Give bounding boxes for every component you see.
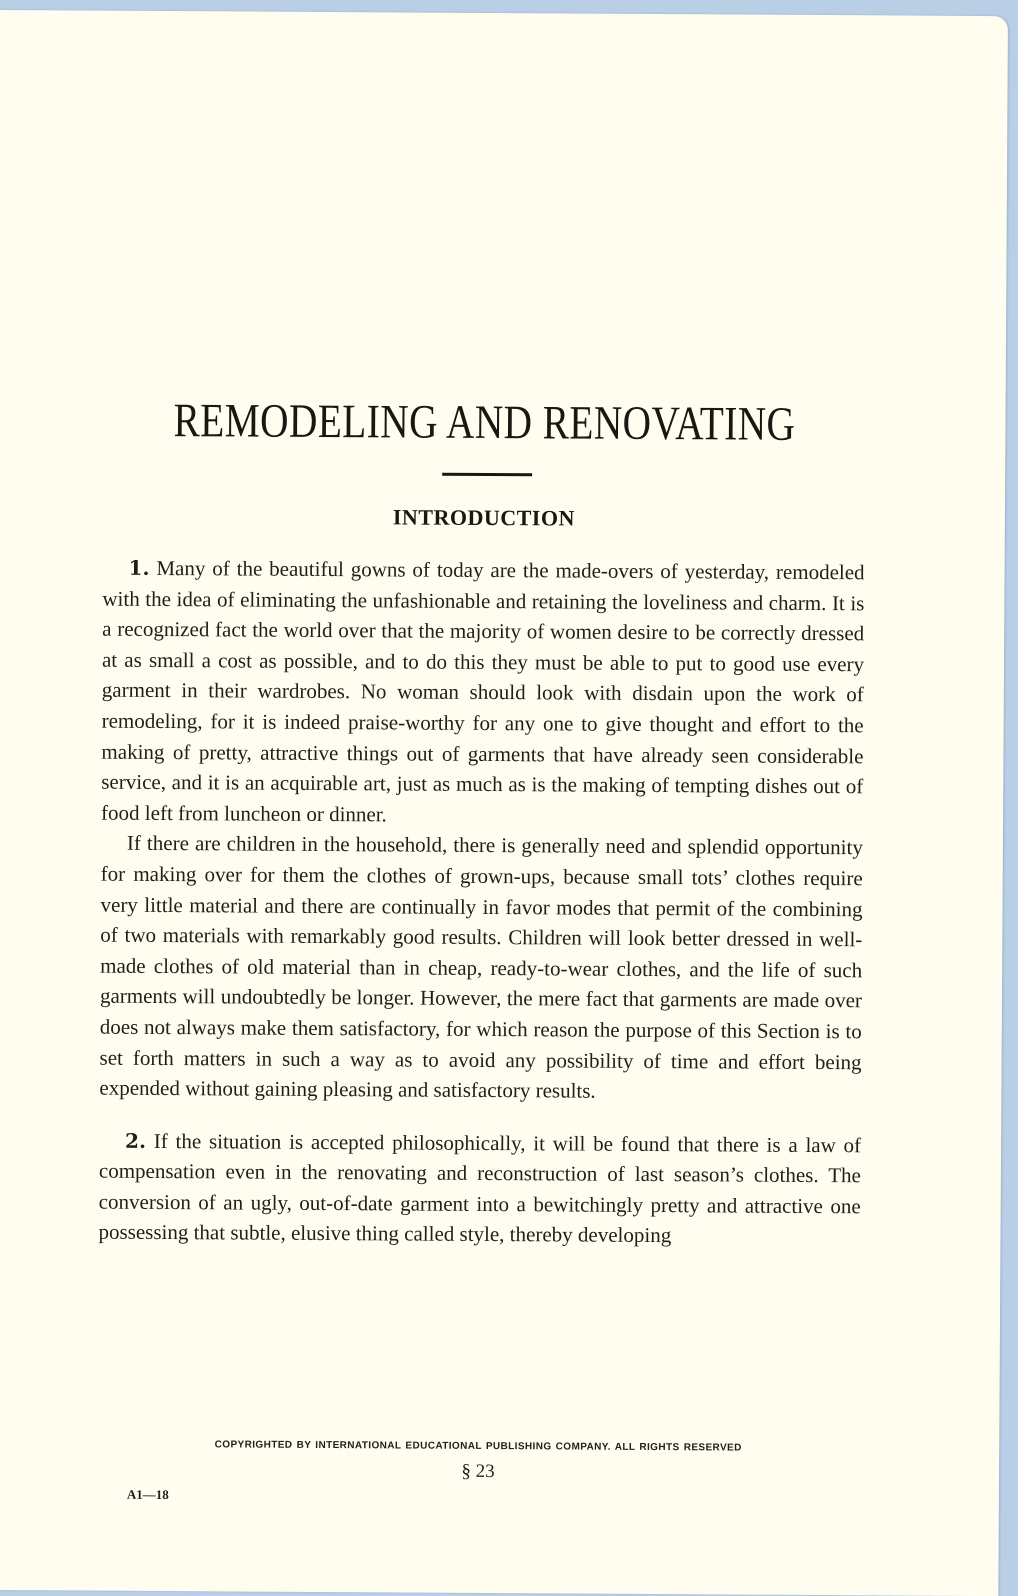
- paragraph-1-continued: [99, 828, 863, 1108]
- copyright-notice: COPYRIGHTED BY INTERNATIONAL EDUCATIONAL PUBLISHING COMPANY. ALL RIGHTS RESERVED: [214, 1439, 742, 1454]
- paragraph-number: 2.: [125, 1128, 147, 1153]
- document-title: REMODELING AND RENOVATING: [173, 394, 796, 451]
- body-text: [98, 553, 864, 1253]
- scanned-page: [0, 10, 1008, 1596]
- form-code: A1—18: [126, 1486, 169, 1503]
- page-content: [98, 11, 868, 1503]
- title-divider: [442, 473, 532, 477]
- section-heading: INTRODUCTION: [392, 504, 575, 531]
- paragraph-text: Many of the beautiful gowns of today are the made-overs of yesterday, remodeled with the idea of eliminating the unfashionable and retaining the loveliness and charm. It is a recognized fact the world over that the majority of women desire to be correctly dressed at as small a cost as possible, and to do this they must be able to put to good use every garment in their wardrobes. No woman should look with disdain upon the work of remodeling, for it is indeed praise-worthy for any one to give thought and effort to the making of pretty, attractive things out of garments that have already seen considerable service, and it is an acquirable art, just as much as is the making of tempting dishes out of food left from luncheon or dinner.: [101, 555, 865, 827]
- paragraph-number: 1.: [128, 555, 150, 580]
- paragraph-text: If the situation is accepted philosophically, it will be found that there is a law of compensation even in the renovating and reconstruction of last season’s clothes. The conversion of an ugly, out-of-date garment into a bewitchingly pretty and attractive one possessing that subtle, elusive thing called style, thereby developing: [98, 1128, 862, 1248]
- section-number: § 23: [461, 1460, 495, 1483]
- paragraph-1: [101, 553, 865, 833]
- paragraph-text: If there are children in the household, there is generally need and splendid opportunity for making over for them the clothes of grown-ups, because small tots’ clothes require very little material and there are continually in favor modes that permit of the combining of two materials with remarkably good results. Children will look better dressed in well-made clothes of old material than in cheap, ready-to-wear clothes, and the life of such garments will undoubtedly be longer. However, the mere fact that garments are made over does not always make them satisfactory, for which reason the purpose of this Section is to set forth matters in such a way as to avoid any possibility of time and effort being expended without gaining pleasing and satisfactory results.: [99, 831, 863, 1103]
- paragraph-2: [98, 1125, 861, 1252]
